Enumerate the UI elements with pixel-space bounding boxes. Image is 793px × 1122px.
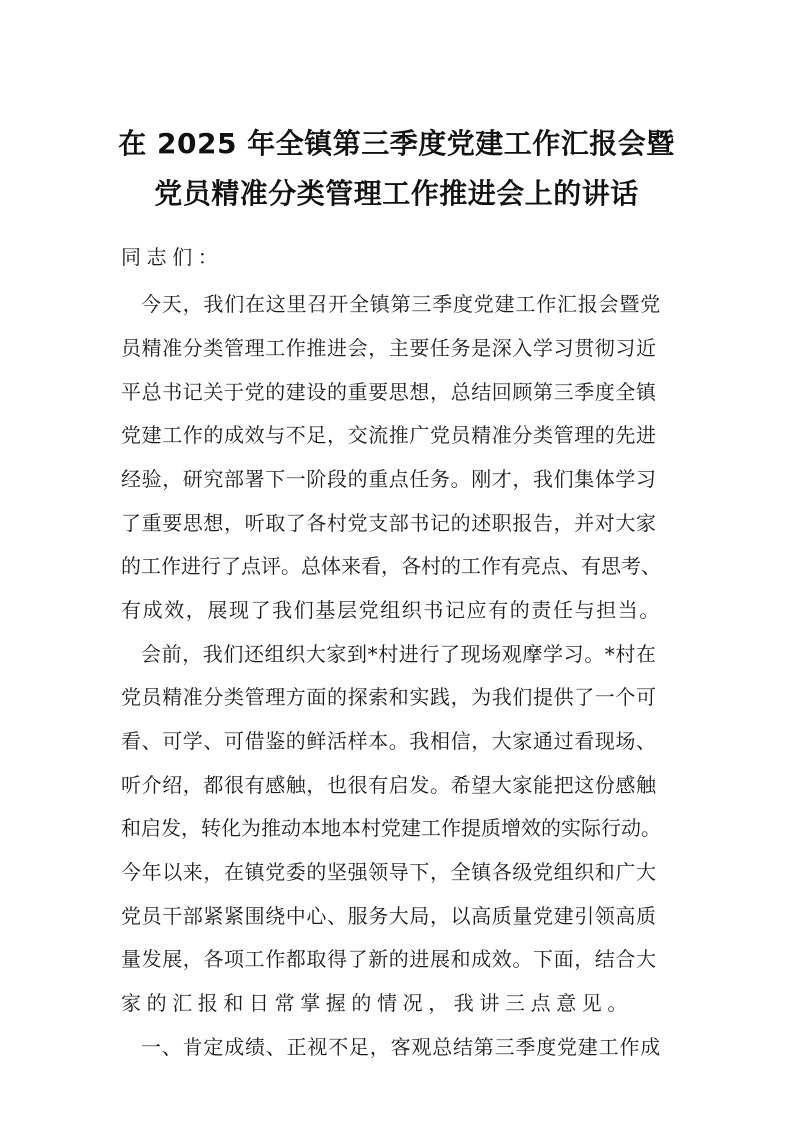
- document-title-line-2: 党员精准分类管理工作推进会上的讲话: [154, 177, 639, 210]
- paragraph-line: 党员精准分类管理方面的探索和实践，为我们提供了一个可: [121, 685, 657, 709]
- paragraph-line: 有成效，展现了我们基层党组织书记应有的责任与担当。: [121, 598, 661, 622]
- paragraph-line: 党建工作的成效与不足，交流推广党员精准分类管理的先进: [121, 423, 657, 447]
- paragraph-line: 了重要思想，听取了各村党支部书记的述职报告，并对大家: [121, 511, 657, 535]
- document-title-line-1: 在 2025 年全镇第三季度党建工作汇报会暨: [118, 127, 675, 160]
- paragraph-line: 量发展，各项工作都取得了新的进展和成效。下面，结合大: [121, 947, 657, 971]
- paragraph-line: 党员干部紧紧围绕中心、服务大局，以高质量党建引领高质: [121, 904, 657, 928]
- paragraph-line: 和启发，转化为推动本地本村党建工作提质增效的实际行动。: [121, 816, 661, 840]
- paragraph-line: 今天，我们在这里召开全镇第三季度党建工作汇报会暨党: [141, 292, 661, 316]
- paragraph-line: 员精准分类管理工作推进会，主要任务是深入学习贯彻习近: [121, 336, 657, 360]
- salutation: 同志们：: [121, 245, 224, 269]
- paragraph-line: 经验，研究部署下一阶段的重点任务。刚才，我们集体学习: [121, 467, 657, 491]
- section-heading-line: 一、肯定成绩、正视不足，客观总结第三季度党建工作成: [141, 1035, 661, 1059]
- paragraph-line: 看、可学、可借鉴的鲜活样本。我相信，大家通过看现场、: [121, 729, 657, 753]
- paragraph-line: 的工作进行了点评。总体来看，各村的工作有亮点、有思考、: [121, 554, 661, 578]
- paragraph-line: 家的汇报和日常掌握的情况，我讲三点意见。: [121, 991, 633, 1015]
- paragraph-line: 今年以来，在镇党委的坚强领导下，全镇各级党组织和广大: [121, 860, 657, 884]
- paragraph-line: 会前，我们还组织大家到*村进行了现场观摩学习。*村在: [141, 642, 657, 666]
- paragraph-line: 平总书记关于党的建设的重要思想，总结回顾第三季度全镇: [121, 380, 657, 404]
- paragraph-line: 听介绍，都很有感触，也很有启发。希望大家能把这份感触: [121, 773, 657, 797]
